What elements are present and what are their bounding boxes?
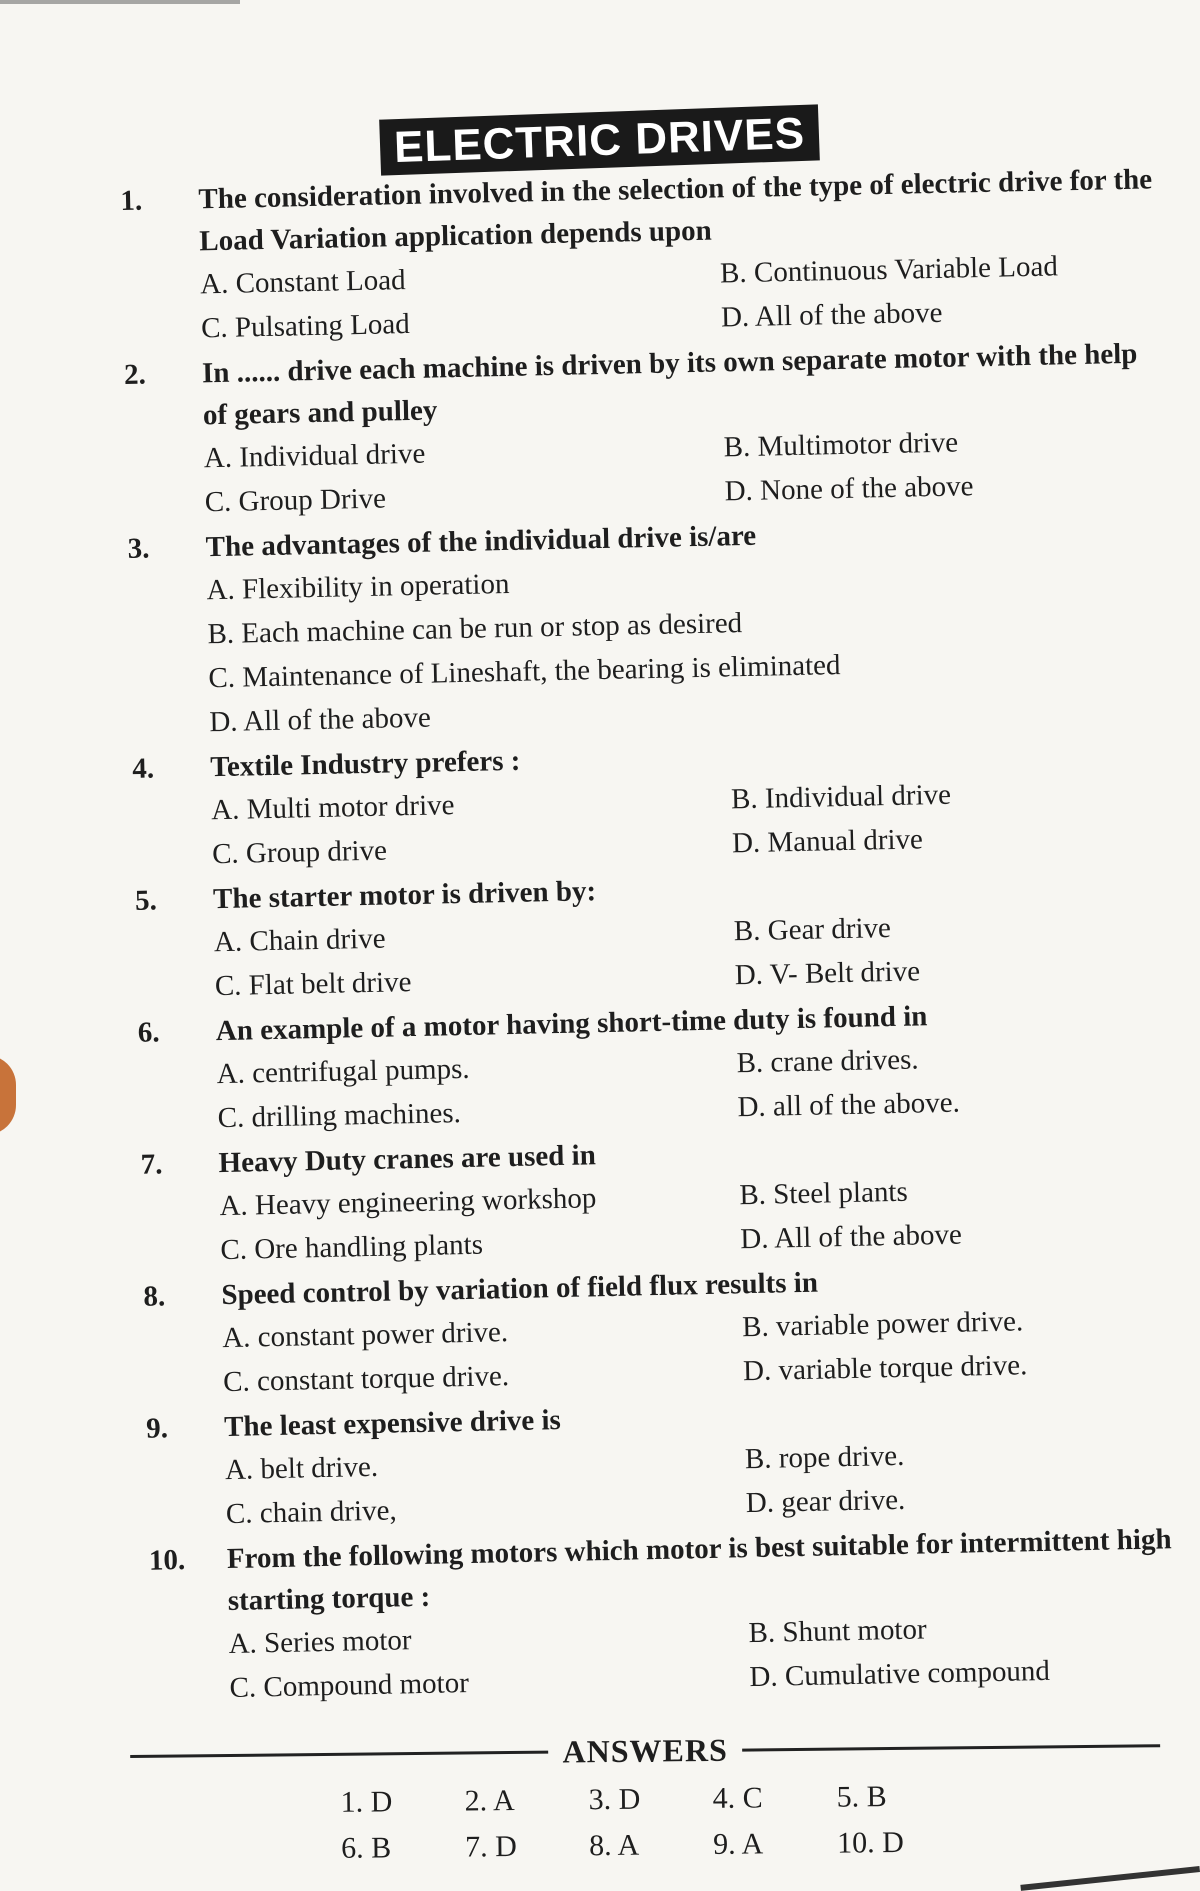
option-a: A. Multi motor drive — [210, 789, 455, 827]
option-d: D. All of the above — [209, 701, 432, 739]
option-b: B. Multimotor drive — [723, 426, 959, 464]
option-b: B. Each machine can be run or stop as desired — [207, 607, 743, 651]
question-body — [218, 1122, 1181, 1272]
option-c: C. constant torque drive. — [222, 1360, 510, 1399]
answers-header — [130, 1727, 1160, 1775]
question-body — [210, 726, 1173, 876]
question-text: From the following motors which motor is best suitable for intermittent high starting torque : — [226, 1523, 1172, 1618]
answer-item: 7. D — [464, 1829, 518, 1864]
option-b: B. crane drives. — [736, 1043, 919, 1080]
divider-right — [742, 1744, 1160, 1751]
option-c: C. Maintenance of Lineshaft, the bearing is eliminated — [208, 649, 841, 695]
question-5 — [135, 859, 1138, 1010]
question-10 — [148, 1519, 1172, 1712]
option-a: A. Constant Load — [199, 264, 406, 301]
question-body — [224, 1386, 1187, 1536]
question-body — [226, 1518, 1189, 1710]
question-text: The least expensive drive is — [223, 1404, 562, 1444]
question-number: 9. — [145, 1412, 169, 1445]
question-text: In ...... drive each machine is driven by its own separate motor with the help of gears and pulley — [201, 337, 1138, 432]
question-9 — [146, 1387, 1149, 1538]
question-number: 1. — [120, 184, 143, 217]
option-d: D. All of the above — [739, 1218, 963, 1256]
answer-item: 4. C — [712, 1781, 763, 1815]
question-body — [202, 332, 1165, 524]
options — [225, 1428, 1187, 1536]
answer-item: 9. A — [712, 1827, 764, 1861]
question-1 — [120, 159, 1153, 352]
option-d: D. All of the above — [720, 296, 943, 334]
option-a: A. Individual drive — [203, 437, 426, 475]
option-a: A. Series motor — [228, 1624, 412, 1661]
option-a: A. Heavy engineering workshop — [219, 1182, 597, 1223]
option-c: C. Flat belt drive — [214, 966, 412, 1003]
option-c: C. Group Drive — [204, 482, 387, 519]
question-text: The consideration involved in the selection of the type of electric drive for the Load Variation application depends upon — [198, 163, 1153, 258]
answer-item: 6. B — [340, 1831, 392, 1865]
question-body — [198, 158, 1161, 350]
question-text: Heavy Duty cranes are used in — [218, 1139, 597, 1180]
option-d: D. gear drive. — [745, 1483, 906, 1520]
question-number: 5. — [134, 884, 158, 917]
question-number: 2. — [123, 358, 147, 391]
options — [200, 242, 1162, 350]
question-list — [120, 159, 1172, 1714]
option-b: B. Continuous Variable Load — [719, 250, 1059, 290]
option-d: D. variable torque drive. — [742, 1349, 1028, 1388]
question-number: 6. — [137, 1016, 160, 1049]
answer-item: 10. D — [836, 1825, 904, 1860]
question-text: The starter motor is driven by: — [212, 875, 597, 916]
answer-item: 3. D — [588, 1782, 641, 1817]
page-title: ELECTRIC DRIVES — [380, 104, 821, 175]
answer-item: 2. A — [464, 1783, 515, 1818]
option-a: A. belt drive. — [224, 1450, 379, 1487]
question-2 — [123, 333, 1138, 526]
option-c: C. Ore handling plants — [220, 1228, 484, 1267]
options — [206, 548, 1169, 744]
option-c: C. drilling machines. — [217, 1097, 462, 1135]
question-text: Textile Industry prefers : — [209, 744, 521, 784]
divider-left — [130, 1751, 548, 1758]
options — [216, 1032, 1178, 1140]
options — [219, 1164, 1181, 1272]
option-a: A. Chain drive — [213, 922, 386, 959]
option-b: B. Shunt motor — [748, 1613, 927, 1650]
question-number: 7. — [140, 1148, 163, 1181]
option-c: C. Group drive — [211, 834, 388, 871]
page-edge-bottom — [1020, 1866, 1200, 1891]
option-c: C. chain drive, — [225, 1494, 397, 1531]
options — [222, 1296, 1184, 1404]
question-body — [205, 506, 1169, 744]
option-d: D. all of the above. — [737, 1086, 961, 1124]
page-tab-marker — [0, 1055, 16, 1135]
options — [211, 768, 1173, 876]
answer-item: 8. A — [588, 1828, 640, 1863]
option-b: B. Individual drive — [730, 778, 952, 816]
option-c: C. Pulsating Load — [200, 307, 411, 345]
option-d: D. Cumulative compound — [749, 1654, 1051, 1694]
answer-item: 5. B — [836, 1780, 887, 1814]
options — [203, 416, 1165, 524]
option-b: B. variable power drive. — [741, 1305, 1024, 1344]
question-text: The advantages of the individual drive is/are — [205, 519, 757, 564]
question-text: An example of a motor having short-time duty is found in — [215, 1000, 928, 1048]
option-b: B. rope drive. — [744, 1439, 905, 1476]
question-3 — [127, 507, 1131, 746]
options — [214, 900, 1176, 1008]
option-d: D. V- Belt drive — [734, 955, 921, 992]
question-body — [221, 1254, 1184, 1404]
question-6 — [137, 991, 1140, 1142]
question-text: Speed control by variation of field flux results in — [221, 1266, 819, 1312]
answers-heading: ANSWERS — [562, 1731, 728, 1770]
options — [228, 1602, 1190, 1710]
question-body — [215, 990, 1178, 1140]
question-number: 10. — [148, 1543, 186, 1577]
option-a: A. constant power drive. — [221, 1316, 509, 1355]
question-8 — [143, 1255, 1146, 1406]
option-c: C. Compound motor — [229, 1667, 470, 1705]
question-number: 3. — [127, 532, 150, 565]
option-a: A. Flexibility in operation — [206, 567, 510, 607]
option-b: B. Steel plants — [739, 1175, 909, 1212]
question-number: 8. — [143, 1280, 166, 1313]
question-number: 4. — [132, 752, 155, 785]
question-body — [213, 858, 1176, 1008]
page-edge-top — [0, 0, 240, 4]
question-4 — [132, 727, 1135, 878]
option-a: A. centrifugal pumps. — [216, 1052, 470, 1091]
option-d: D. Manual drive — [731, 823, 924, 860]
answer-item: 1. D — [340, 1785, 393, 1819]
answers-section — [130, 1727, 1161, 1871]
question-7 — [140, 1123, 1143, 1274]
option-d: D. None of the above — [724, 470, 974, 508]
title-wrapper — [0, 108, 1200, 173]
option-b: B. Gear drive — [733, 912, 892, 948]
answer-key — [340, 1774, 1161, 1869]
